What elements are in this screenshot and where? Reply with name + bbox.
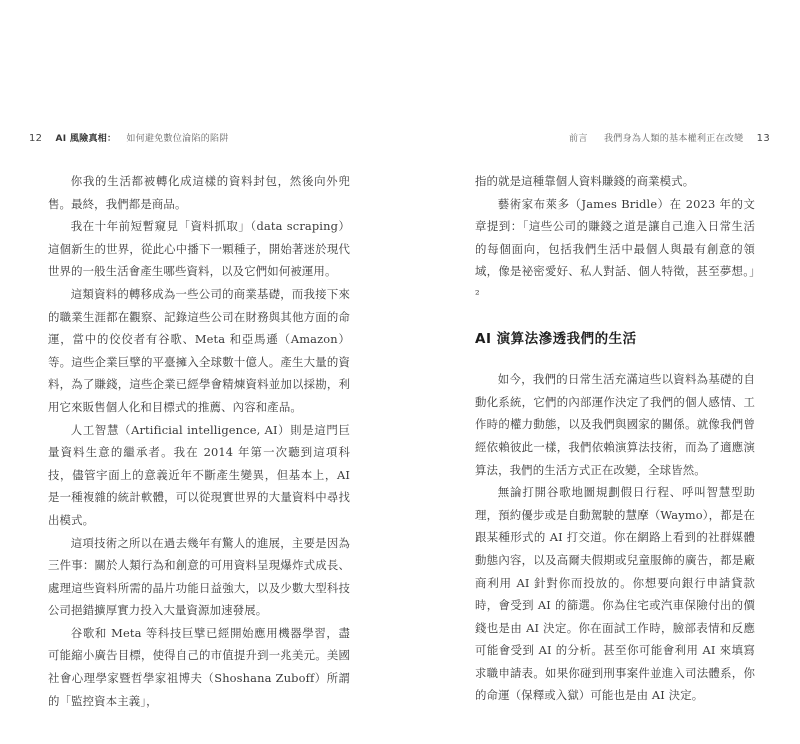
paragraph: 指的就是這種靠個人資料賺錢的商業模式。 (475, 174, 695, 188)
paragraph: 谷歌和 Meta 等科技巨擘已經開始應用機器學習，盡可能縮小廣告目標，使得自己的市值提升到一兆美元。美國社會心理學家暨哲學家祖博夫（Shoshana Zuboff）所謂的「監控資本主義」， (48, 625, 350, 708)
right-body-text (475, 170, 755, 707)
paragraph: 人工智慧（Artificial intelligence, AI）則是這門巨量資料生意的繼承者。我在 2014 年第一次聽到這項科技，儘管宇面上的意義近年不斷產生變異，但基本上，AI 是一種複雜的統計軟體，可以從現實世界的大量資料中尋找出模式。 (48, 422, 350, 527)
running-subtitle: 我們身為人類的基本權利正在改變 (603, 134, 744, 144)
paragraph: 無論打開谷歌地圖規劃假日行程、呼叫智慧型助理，預約優步或是自動駕駛的慧摩（Waymo），都是在跟某種形式的 AI 打交道。你在網路上看到的社群媒體動態內容，以及高爾夫假期或兒童服飾的廣告，都是廠商利用 AI 針對你而投放的。你想要向銀行申請貸款時，會受到 AI 的篩選。你為住宅或汽車保險付出的價錢也是由 AI 決定。你在面試工作時，臉部表情和反應可能會受到 AI 的分析。甚至你可能會利用 AI 來填寫求職申請表。如果你碰到刑事案件並進入司法體系，你的命運（保釋或入獄）可能也是由 AI 決定。 (475, 485, 755, 703)
paragraph: 這類資料的轉移成為一些公司的商業基礎，而我接下來的職業生涯都在觀察、記錄這些公司在財務與其他方面的命運，當中的佼佼者有谷歌、Meta 和亞馬遜（Amazon）等。這些企業巨擘的平臺擁入全球數十億人。產生大量的資料，為了賺錢，這些企業已經學會精煉資料並加以採勘，利用它來販售個人化和目標式的推薦、內容和產品。 (48, 286, 350, 414)
section-heading: AI 演算法滲透我們的生活 (475, 330, 637, 347)
left-body-text (48, 170, 350, 712)
right-running-header (569, 131, 770, 144)
paragraph: 你我的生活都被轉化成這樣的資料封包，然後向外兜售。最終，我們都是商品。 (48, 174, 350, 211)
running-title: AI 風險真相： (55, 134, 117, 144)
paragraph: 如今，我們的日常生活充滿這些以資料為基礎的自動化系統，它們的內部運作決定了我們的個人感情、工作時的權力動態，以及我們與國家的關係。就像我們曾經依賴彼此一樣，我們依賴演算法技術，而為了適應演算法，我們的生活方式正在改變，全球皆然。 (475, 372, 755, 477)
page-number: 13 (756, 133, 770, 144)
right-page (400, 0, 800, 744)
running-subtitle: 如何避免數位淪陷的陷阱 (126, 134, 229, 144)
paragraph: 我在十年前短暫窺見「資料抓取」（data scraping）這個新生的世界，從此心中播下一顆種子，開始著迷於現代世界的一般生活會產生哪些資料，以及它們如何被運用。 (48, 219, 350, 279)
page-number: 12 (29, 133, 43, 144)
running-title: 前言 (569, 134, 588, 144)
paragraph: 這項技術之所以在過去幾年有驚人的進展，主要是因為三件事：關於人類行為和創意的可用資料呈現爆炸式成長、處理這些資料所需的晶片功能日益強大，以及少數大型科技公司挹錯擴厚實力投入大量資源加速發展。 (48, 535, 350, 618)
left-running-header (29, 131, 229, 144)
paragraph: 藝術家布萊多（James Bridle）在 2023 年的文章提到：「這些公司的賺錢之道是讓自己進入日常生活的每個面向，包括我們生活中最個人與最有創意的領域，像是祕密愛好、私人對話、個人特徵，甚至夢想。」² (475, 196, 755, 301)
